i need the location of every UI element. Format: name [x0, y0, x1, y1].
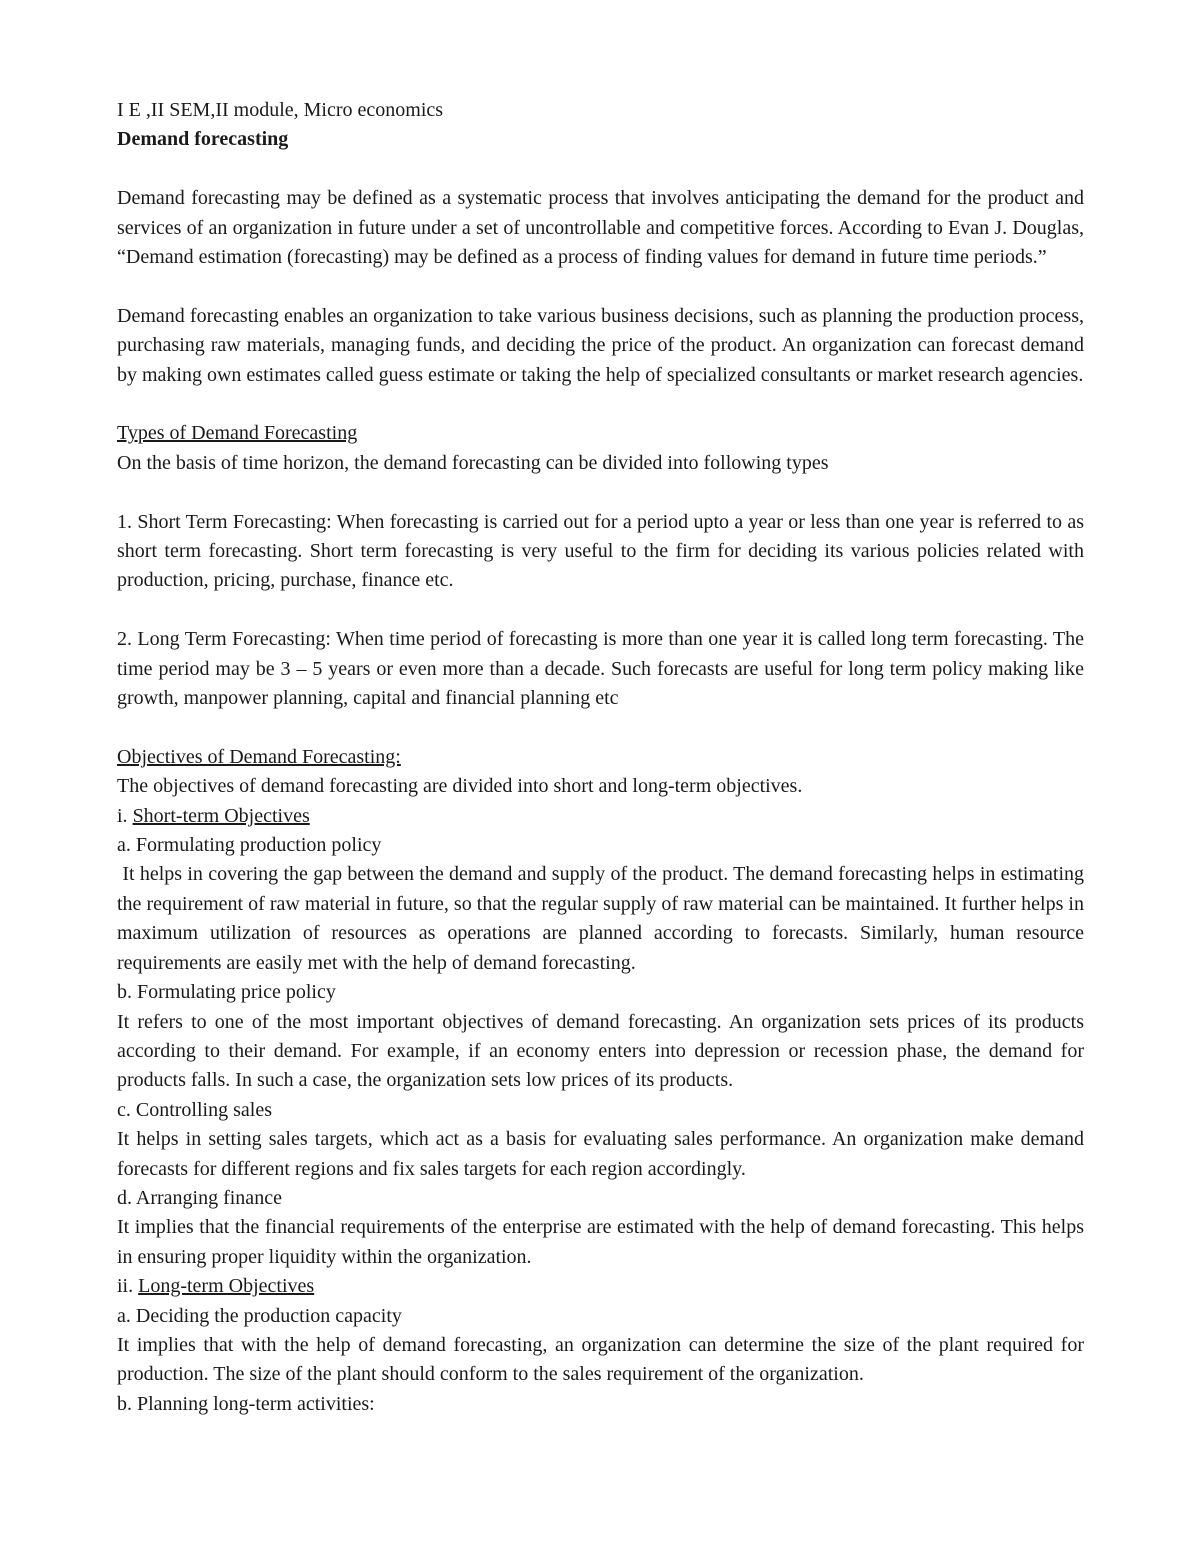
- objective-label: c. Controlling sales: [117, 1098, 272, 1121]
- short-term-prefix: i.: [117, 804, 133, 827]
- short-term-objectives-heading: [117, 802, 1084, 831]
- objective-label: a. Deciding the production capacity: [117, 1304, 402, 1327]
- types-lead: On the basis of time horizon, the demand forecasting can be divided into following types: [117, 451, 829, 474]
- objective-label: a. Formulating production policy: [117, 834, 382, 857]
- long-term-prefix: ii.: [117, 1275, 139, 1298]
- objective-text: It helps in covering the gap between the demand and supply of the product. The demand forecasting helps in estimating the requirement of raw material in future, so that the regular supply of raw material can be maintained. It further helps in maximum utilization of resources as operations are planned according to forecasts. Similarly, human resource requirements are easily met with the help of demand forecasting.: [117, 863, 1090, 974]
- intro-paragraph-decisions: Demand forecasting enables an organization to take various business decisions, such as planning the production process, purchasing raw materials, managing funds, and deciding the price of the product. An organization can forecast demand by making own estimates called guess estimate or taking the help of specialized consultants or market research agencies.: [117, 304, 1084, 386]
- course-header: I E ,II SEM,II module, Micro economics: [117, 99, 444, 121]
- objectives-lead: The objectives of demand forecasting are divided into short and long-term objectives.: [117, 775, 803, 798]
- objective-label: b. Formulating price policy: [117, 981, 336, 1004]
- objective-text: It refers to one of the most important objectives of demand forecasting. An organization sets prices of its products according to their demand. For example, if an economy enters into depression or recession phase, the demand for products falls. In such a case, the organization sets low prices of its products.: [117, 1010, 1084, 1092]
- long-term-objectives-title: Long-term Objectives: [138, 1275, 315, 1298]
- short-term-forecasting-paragraph: 1. Short Term Forecasting: When forecasting is carried out for a period upto a year or less than one year is referred to as short term forecasting. Short term forecasting is very useful to the firm for deciding its various policies related with production, pricing, purchase, finance etc.: [117, 510, 1084, 592]
- objective-label: d. Arranging finance: [117, 1186, 282, 1209]
- objective-label: b. Planning long-term activities:: [117, 1392, 375, 1415]
- short-term-objectives-title: Short-term Objectives: [132, 804, 310, 827]
- types-heading: Types of Demand Forecasting: [117, 422, 358, 445]
- objective-text: It helps in setting sales targets, which act as a basis for evaluating sales performance. An organization make demand forecasts for different regions and fix sales targets for each region accordingly.: [117, 1128, 1084, 1180]
- long-term-objectives-heading: [117, 1272, 1084, 1301]
- objective-text: It implies that with the help of demand forecasting, an organization can determine the size of the plant required for production. The size of the plant should conform to the sales requirement of the organization.: [117, 1333, 1084, 1386]
- objective-text: It implies that the financial requirements of the enterprise are estimated with the help of demand forecasting. This helps in ensuring proper liquidity within the organization.: [117, 1216, 1084, 1268]
- document-page: [117, 96, 1090, 1419]
- document-title: Demand forecasting: [117, 128, 289, 151]
- objectives-heading: Objectives of Demand Forecasting:: [117, 745, 401, 768]
- long-term-forecasting-paragraph: 2. Long Term Forecasting: When time period of forecasting is more than one year it is called long term forecasting. The time period may be 3 – 5 years or even more than a decade. Such forecasts are useful for long term policy making like growth, manpower planning, capital and financial planning etc: [117, 628, 1084, 710]
- intro-paragraph-definition: Demand forecasting may be defined as a systematic process that involves anticipating the demand for the product and services of an organization in future under a set of uncontrollable and competitive forces. According to Evan J. Douglas, “Demand estimation (forecasting) may be defined as a process of finding values for demand in future time periods.”: [117, 187, 1084, 269]
